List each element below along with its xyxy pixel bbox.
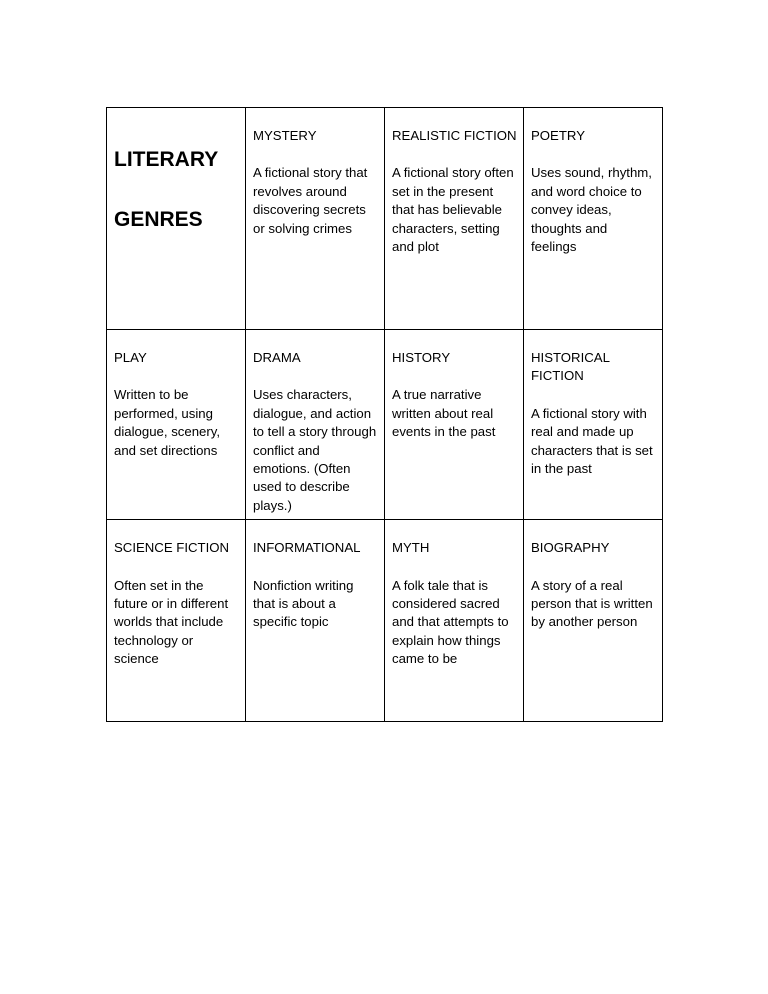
genre-description: A fictional story with real and made up characters that is set in the past [531,405,653,477]
table-row [107,520,663,722]
genre-name: HISTORY [392,350,451,365]
genre-description: A fictional story often set in the present that has believable characters, setting and plot [392,165,514,255]
genre-cell-history [385,330,524,520]
genre-cell-mystery [246,108,385,330]
genre-cell-science-fiction [107,520,246,722]
genre-name: PLAY [114,350,147,365]
genre-name: MYSTERY [253,128,317,143]
heading-line-genres: GENRES [114,208,203,231]
genre-name: REALISTIC FICTION [392,128,517,143]
genre-cell-drama [246,330,385,520]
genre-cell-poetry [524,108,663,330]
table-heading-cell [107,108,246,330]
genre-name: INFORMATIONAL [253,540,361,556]
genre-name: SCIENCE FICTION [114,540,230,556]
genre-name: BIOGRAPHY [531,540,610,556]
genre-description: Often set in the future or in different worlds that include technology or science [114,577,229,667]
genre-description: Nonfiction writing that is about a specific topic [253,577,354,630]
table-row [107,108,663,330]
genre-name: HISTORICAL FICTION [531,350,610,384]
genre-description: A fictional story that revolves around discovering secrets or solving crimes [253,165,368,236]
genre-description: Uses sound, rhythm, and word choice to convey ideas, thoughts and feelings [531,165,652,255]
genre-name: DRAMA [253,350,301,365]
genre-description: Written to be performed, using dialogue, scenery, and set directions [114,387,221,458]
genre-description: A true narrative written about real events in the past [392,387,496,440]
genre-description: Uses characters, dialogue, and action to tell a story through conflict and emotions. (Often used to describe plays.) [253,387,377,513]
genre-cell-myth [385,520,524,722]
genre-name: MYTH [392,540,430,556]
literary-genres-table [106,107,663,722]
genre-cell-realistic-fiction [385,108,524,330]
table-row [107,330,663,520]
genre-cell-informational [246,520,385,722]
genre-description: A folk tale that is considered sacred and that attempts to explain how things came to be [392,577,509,667]
genre-cell-play [107,330,246,520]
heading-line-literary: LITERARY [114,148,219,171]
genre-cell-biography [524,520,663,722]
genre-cell-historical-fiction [524,330,663,520]
genre-name: POETRY [531,128,585,143]
genre-description: A story of a real person that is written by another person [531,577,653,630]
